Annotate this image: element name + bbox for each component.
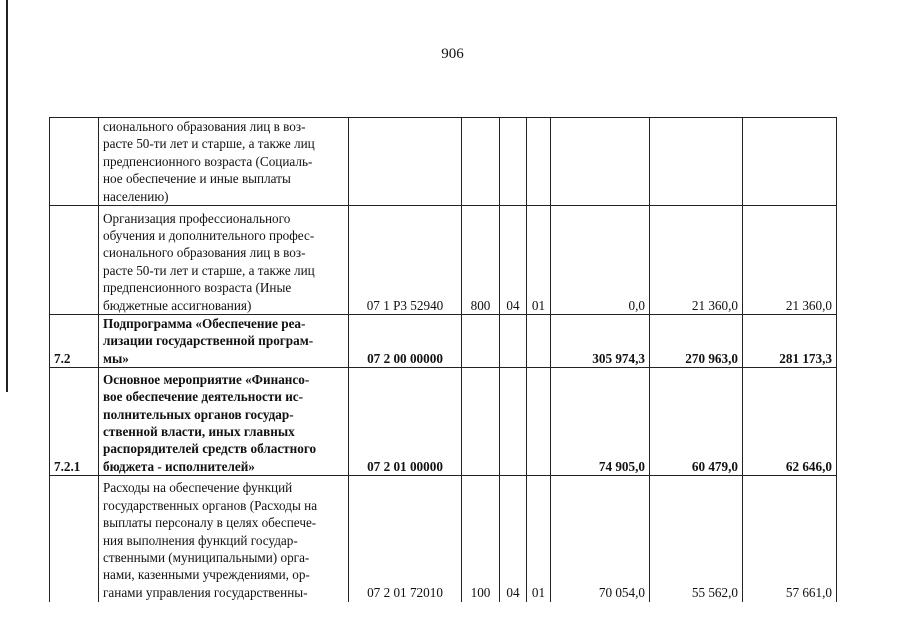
sum-year-2: 55 562,0 [650,476,743,602]
row-number: 7.2 [50,315,99,368]
kcsr-code: 07 2 01 00000 [349,368,462,476]
kcsr-code [349,118,462,206]
row-name-text: Расходы на обеспечение функций государственных органов (Расходы на выплаты персоналу в целях обеспече- ния выполнения функций государ- ственными (муниципальными) орга- нами, казенными учреждениями, ор- ганами управления государственны- [103,480,318,600]
sum-year-2 [650,118,743,206]
sum-year-3: 21 360,0 [743,206,837,315]
kcsr-code: 07 2 00 00000 [349,315,462,368]
sum-year-3: 57 661,0 [743,476,837,602]
vr-code [462,118,500,206]
row-name [99,315,349,368]
row-name-text: Основное мероприятие «Финансо- вое обеспечение деятельности ис- полнительных органов государ- ственной власти, иных главных распорядителей средств областного бюджета - исполнителей» [103,371,317,474]
sum-year-1: 74 905,0 [551,368,650,476]
vr-code: 100 [462,476,500,602]
rz-code: 04 [500,476,527,602]
kcsr-code: 07 1 P3 52940 [349,206,462,315]
budget-table [49,117,837,602]
sum-year-2: 21 360,0 [650,206,743,315]
row-name-text: Подпрограмма «Обеспечение реа- лизации государственной програм- мы» [103,316,314,366]
pr-code [527,118,551,206]
rz-code: 04 [500,206,527,315]
row-name-text: Организация профессионального обучения и дополнительного профес- сионального образования лиц в воз- расте 50-ти лет и старше, а также лиц предпенсионного возраста (Иные бюджетные ассигнования) [103,210,315,313]
pr-code [527,368,551,476]
sum-year-3: 281 173,3 [743,315,837,368]
pr-code: 01 [527,476,551,602]
vr-code: 800 [462,206,500,315]
table-row [50,315,837,368]
row-name [99,118,349,206]
rz-code [500,118,527,206]
sum-year-1: 305 974,3 [551,315,650,368]
sum-year-3: 62 646,0 [743,368,837,476]
sum-year-2: 60 479,0 [650,368,743,476]
table-row [50,118,837,206]
row-name [99,476,349,602]
row-name-text: сионального образования лиц в воз- расте 50-ти лет и старше, а также лиц предпенсионного возраста (Социаль- ное обеспечение и иные выплаты населению) [103,119,315,204]
pr-code [527,315,551,368]
sum-year-2: 270 963,0 [650,315,743,368]
vr-code [462,315,500,368]
row-name [99,368,349,476]
row-number [50,476,99,602]
kcsr-code: 07 2 01 72010 [349,476,462,602]
sum-year-3 [743,118,837,206]
row-number: 7.2.1 [50,368,99,476]
sum-year-1 [551,118,650,206]
sum-year-1: 0,0 [551,206,650,315]
row-number [50,206,99,315]
pr-code: 01 [527,206,551,315]
table-row [50,206,837,315]
rz-code [500,315,527,368]
row-name [99,206,349,315]
table-row [50,476,837,602]
table-row [50,368,837,476]
rz-code [500,368,527,476]
vr-code [462,368,500,476]
page-number: 906 [441,46,464,62]
row-number [50,118,99,206]
sum-year-1: 70 054,0 [551,476,650,602]
